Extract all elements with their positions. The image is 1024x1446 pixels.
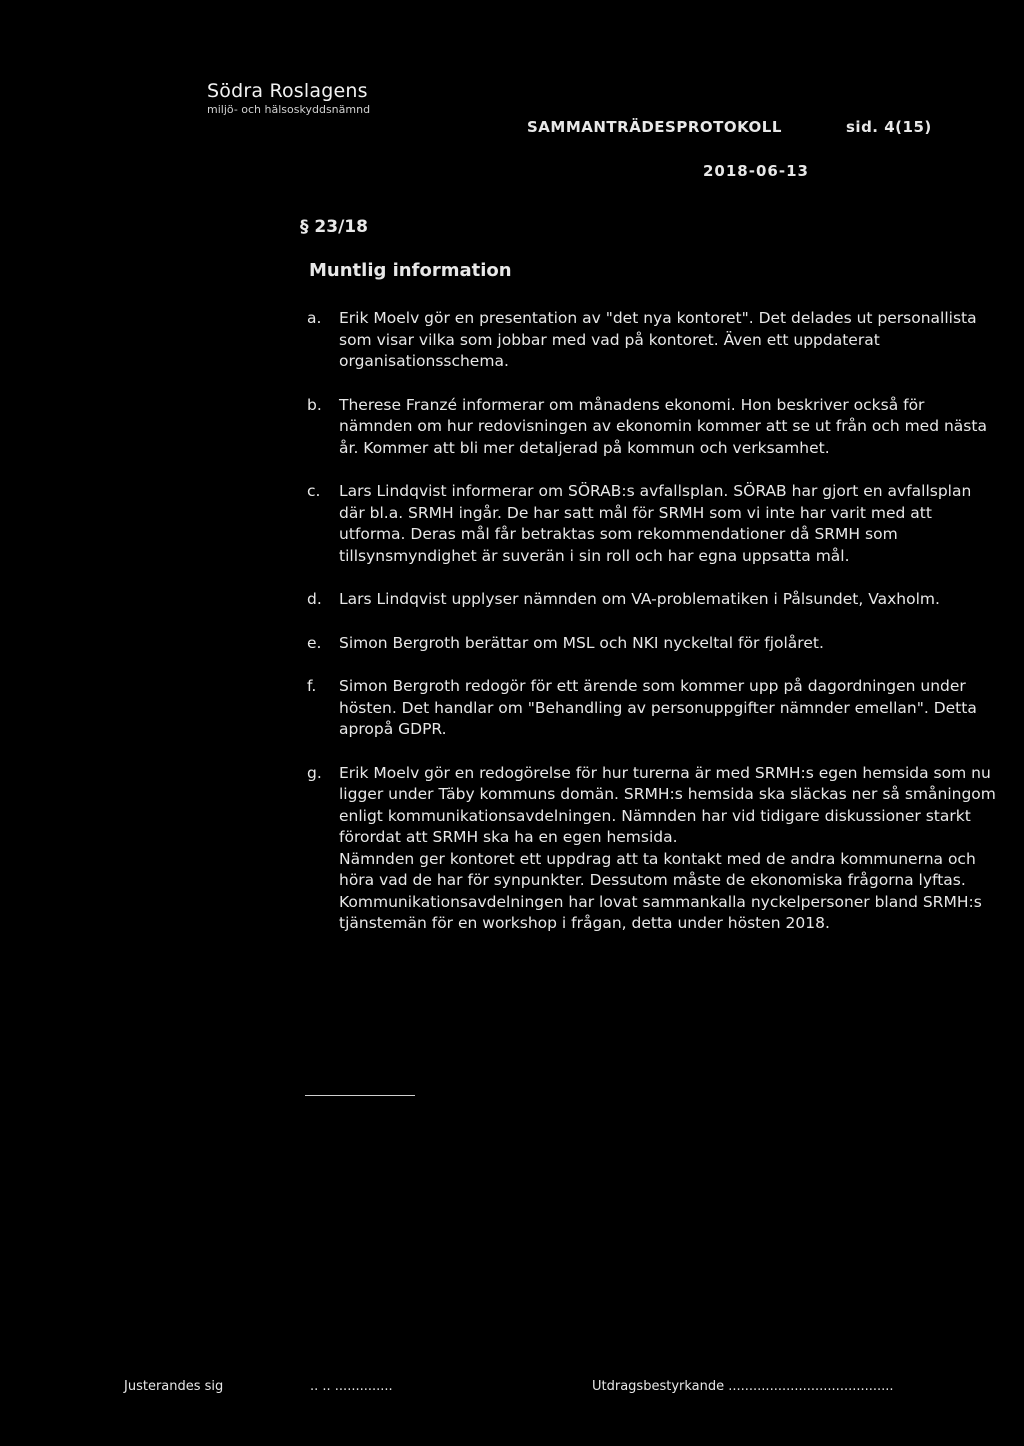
item-letter: f. (307, 677, 317, 695)
list-item-e (307, 633, 997, 655)
item-text: Lars Lindqvist upplyser nämnden om VA-problematiken i Pålsundet, Vaxholm. (339, 590, 940, 608)
item-text: Kommunikationsavdelningen har lovat sammankalla nyckelpersoner bland SRMH:s tjänstemän för en workshop i frågan, detta under hösten 2018. (339, 892, 982, 932)
item-letter: a. (307, 309, 322, 327)
information-items (307, 308, 997, 957)
item-letter: e. (307, 633, 322, 652)
item-letter: d. (307, 590, 322, 608)
end-divider (305, 1095, 415, 1096)
organization-header (207, 80, 370, 116)
list-item-c (307, 481, 997, 567)
item-text: Lars Lindqvist informerar om SÖRAB:s avfallsplan. SÖRAB har gjort en avfallsplan där bl.a. SRMH ingår. De har satt mål för SRMH som vi inte har varit med att utforma. Deras mål får betraktas som rekommendationer då SRMH som tillsynsmyndighet är suverän i sin roll och har egna uppsatta mål. (339, 482, 972, 565)
list-item-f (307, 676, 997, 741)
list-item-d (307, 589, 997, 611)
item-letter: g. (307, 763, 322, 782)
document-type: SAMMANTRÄDESPROTOKOLL (527, 118, 782, 136)
item-letter: c. (307, 482, 321, 500)
item-text: Simon Bergroth redogör för ett ärende som kommer upp på dagordningen under hösten. Det handlar om "Behandling av personuppgifter nämnder emellan". Detta apropå GDPR. (339, 677, 977, 738)
footer-justerandes: Justerandes sig (124, 1379, 224, 1394)
item-text: Simon Bergroth berättar om MSL och NKI nyckeltal för fjolåret. (339, 633, 824, 652)
section-title: Muntlig information (309, 260, 512, 281)
org-subtitle: miljö- och hälsoskyddsnämnd (207, 103, 371, 116)
page-number: sid. 4(15) (846, 118, 932, 136)
paragraph-number: § 23/18 (300, 217, 368, 237)
meeting-date: 2018-06-13 (703, 162, 809, 180)
item-text: Erik Moelv gör en presentation av "det nya kontoret". Det delades ut personallista som visar vilka som jobbar med vad på kontoret. Även ett uppdaterat organisationsschema. (339, 309, 977, 370)
item-text: Nämnden ger kontoret ett uppdrag att ta kontakt med de andra kommunerna och höra vad de har för synpunkter. Dessutom måste de ekonomiska frågorna lyftas. (339, 849, 976, 889)
list-item-a (307, 308, 997, 373)
footer-utdragsbestyrkande: Utdragsbestyrkande ........................................ (592, 1379, 894, 1394)
item-text: Therese Franzé informerar om månadens ekonomi. Hon beskriver också för nämnden om hur redovisningen av ekonomin kommer att se ut från och med nästa år. Kommer att bli mer detaljerad på kommun och verksamhet. (339, 395, 987, 457)
list-item-b (307, 395, 997, 460)
list-item-g (307, 763, 997, 935)
footer-signature-dots: .. .. .............. (310, 1379, 393, 1394)
item-letter: b. (307, 395, 322, 414)
org-name: Södra Roslagens (207, 80, 368, 102)
item-text: Erik Moelv gör en redogörelse för hur turerna är med SRMH:s egen hemsida som nu ligger under Täby kommuns domän. SRMH:s hemsida ska släckas ner så småningom enligt kommunikationsavdelningen. Nämnden har vid tidigare diskussioner starkt förordat att SRMH ska ha en egen hemsida. (339, 763, 996, 846)
